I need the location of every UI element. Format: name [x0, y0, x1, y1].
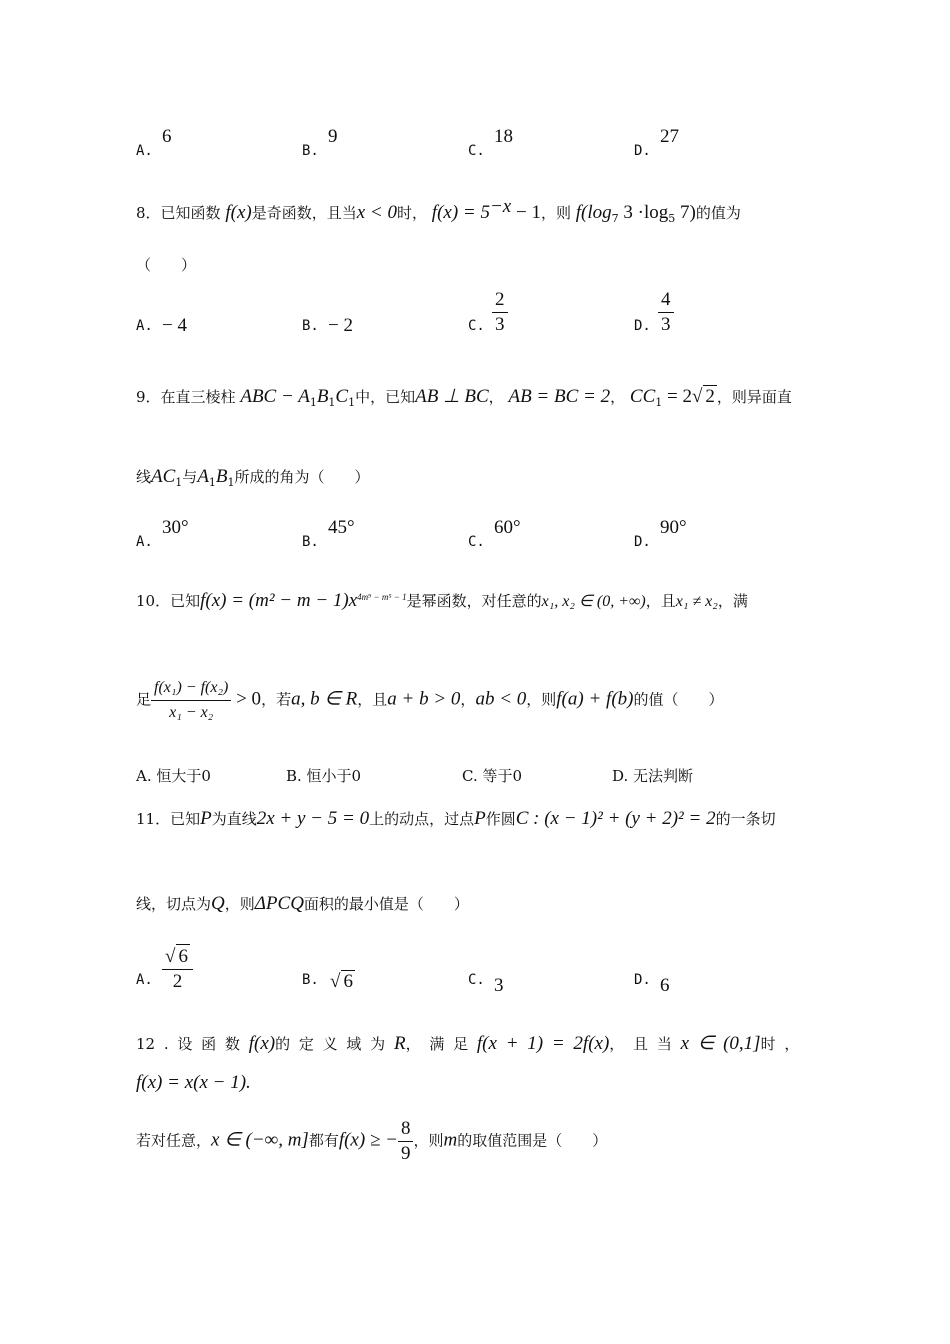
- q12-text: ， 且 当: [609, 1035, 672, 1053]
- q12-domain-r: R: [393, 1033, 406, 1054]
- q10-exponent: 4m⁹ − m⁵ − 1: [357, 592, 407, 602]
- q10-option-c: C. 等于0: [462, 767, 523, 785]
- q10-text: 是幂函数，对任意的: [406, 592, 542, 610]
- q12-text: ， 满 足: [405, 1035, 469, 1053]
- q9-option-a-label: A.: [136, 534, 153, 550]
- q11-text: 的一条切: [715, 810, 776, 828]
- q8-text: 已知函数: [160, 204, 221, 222]
- q11-point-p: P: [474, 808, 486, 829]
- q10-number: 10．: [136, 592, 171, 610]
- q11-option-c-value: 3: [494, 975, 504, 996]
- q8-expression: − 1: [511, 202, 541, 223]
- q9-option-c-value: 60°: [494, 517, 521, 538]
- q8-option-a-label: A.: [136, 318, 153, 334]
- sqrt-icon: √: [691, 386, 703, 407]
- q9-prism: B: [316, 386, 329, 407]
- q11-option-a-fraction: [162, 944, 193, 994]
- q11-option-c-label: C.: [468, 972, 485, 988]
- sqrt-icon: √: [330, 971, 341, 992]
- q11-circle-eq: C : (x − 1)² + (y + 2)² = 2: [515, 808, 716, 829]
- q9-option-c-label: C.: [468, 534, 485, 550]
- q8-d-numerator: 4: [658, 288, 674, 313]
- q11-text: 已知: [170, 810, 201, 828]
- q9-option-b-value: 45°: [328, 517, 355, 538]
- q8-d-denominator: 3: [661, 314, 671, 335]
- q9-text: 与: [182, 468, 198, 486]
- q12-fraction: [398, 1117, 414, 1166]
- q11-option-b-label: B.: [302, 972, 319, 988]
- q9-text: 线: [136, 468, 152, 486]
- q9-text: ，: [610, 388, 626, 406]
- q8-text: 是奇函数，且当: [251, 204, 357, 222]
- q10-text: ，满: [717, 592, 748, 610]
- q11-option-a-label: A.: [136, 972, 153, 988]
- q12-formula: f(x) = x(x − 1).: [136, 1072, 251, 1093]
- q9-text: ，则异面直: [716, 388, 792, 406]
- q10-frac-denominator: x₁ − x₂: [169, 704, 214, 721]
- q12-text: 设 函 数: [177, 1035, 240, 1053]
- q12-denominator: 9: [400, 1143, 411, 1164]
- q9-option-d-value: 90°: [660, 517, 687, 538]
- q10-option-b: B. 恒小于0: [286, 767, 362, 785]
- q8-option-d-fraction: [658, 288, 674, 337]
- q11-b-radicand: 6: [343, 971, 353, 992]
- q10-text: ，且: [645, 592, 676, 610]
- q8-exponent: −x: [489, 196, 512, 217]
- q7-option-a-label: A.: [136, 143, 153, 159]
- q8-option-c-label: C.: [468, 318, 485, 334]
- q11-point-p: P: [200, 808, 212, 829]
- q9-option-a-value: 30°: [162, 517, 189, 538]
- q10-text: 的值（ ）: [633, 690, 724, 709]
- q7-option-d-label: D.: [634, 143, 651, 159]
- q11-text: 线，切点为: [136, 895, 212, 913]
- q12-stem-line3: [136, 1117, 607, 1166]
- q9-cc1: CC: [629, 386, 656, 407]
- sqrt-icon: √: [165, 946, 176, 967]
- q8-log-base: 7: [611, 212, 619, 225]
- q11-text: 面积的最小值是（ ）: [303, 895, 469, 913]
- q10-function: f(x) = (m² − m − 1)x: [200, 590, 358, 611]
- q9-prism: C: [335, 386, 349, 407]
- q12-text: 若对任意，: [136, 1131, 212, 1150]
- q12-variable-m: m: [443, 1129, 458, 1151]
- q10-ab: a, b ∈ R: [291, 688, 358, 710]
- q12-inequality: f(x) ≥ −: [338, 1129, 398, 1151]
- q11-a-radicand: 6: [178, 946, 188, 967]
- q7-option-c-label: C.: [468, 143, 485, 159]
- q11-option-d-value: 6: [660, 975, 670, 996]
- q7-option-a-value: 6: [162, 126, 172, 147]
- q9-text: ，: [488, 388, 504, 406]
- q12-fx: f(x): [248, 1033, 276, 1054]
- q11-line-eq: 2x + y − 5 = 0: [256, 808, 370, 829]
- q8-number: 8．: [136, 204, 161, 222]
- q9-sub: 1: [309, 396, 317, 409]
- q11-text: 为直线: [211, 810, 257, 828]
- q9-sub: 1: [328, 396, 336, 409]
- q7-option-b-value: 9: [328, 126, 338, 147]
- q10-apb: a + b > 0: [387, 688, 461, 710]
- q9-stem-line2: [136, 466, 370, 489]
- q9-cc1: = 2: [662, 386, 692, 407]
- q8-condition: x < 0: [356, 202, 397, 223]
- q11-text: 上的动点，过点: [369, 810, 475, 828]
- q8-expression: f(x) = 5: [431, 202, 490, 223]
- q10-domain: x₁, x₂ ∈ (0, +∞): [541, 593, 646, 610]
- q9-sub: 1: [348, 396, 356, 409]
- q8-text: 时，: [397, 204, 428, 222]
- q9-ac1: AC: [151, 466, 176, 487]
- q8-c-numerator: 2: [492, 288, 508, 313]
- q8-log-expr: 3 ·log: [618, 202, 669, 223]
- q9-number: 9．: [136, 388, 161, 406]
- q9-prism: ABC − A: [240, 386, 310, 407]
- q7-option-b-label: B.: [302, 143, 319, 159]
- q11-stem: [136, 808, 776, 830]
- q12-relation: f(x + 1) = 2f(x): [476, 1033, 610, 1054]
- q10-text: ，则: [526, 690, 557, 709]
- q9-option-b-label: B.: [302, 534, 319, 550]
- q9-radicand: 2: [705, 386, 715, 407]
- q11-a-denominator: 2: [172, 971, 183, 992]
- q9-sub: 1: [227, 476, 235, 489]
- q9-text: 中，已知: [355, 388, 416, 406]
- q12-text: ，则: [413, 1131, 444, 1150]
- q12-stem: [136, 1032, 799, 1055]
- q10-text: ，: [460, 690, 476, 709]
- q12-text: 的 定 义 域 为: [275, 1035, 386, 1053]
- q9-equal: AB = BC = 2: [508, 386, 611, 407]
- q9-text: 在直三棱柱: [160, 388, 236, 406]
- q11-text: 作圆: [485, 810, 516, 828]
- q12-number: 12 .: [136, 1035, 169, 1053]
- q8-option-c-fraction: [492, 288, 508, 337]
- q11-point-q: Q: [211, 893, 225, 914]
- q7-option-c-value: 18: [494, 126, 513, 147]
- q8-option-b-value: − 2: [328, 315, 353, 336]
- q10-gt: > 0: [231, 688, 262, 710]
- q8-text: ，则: [540, 204, 571, 222]
- q11-triangle: ΔPCQ: [254, 893, 304, 914]
- q10-option-a: A. 恒大于0: [136, 767, 211, 785]
- q8-log-expr: 7): [675, 202, 696, 223]
- q10-stem-line2: [136, 676, 723, 725]
- q9-text: 所成的角为（ ）: [234, 468, 370, 486]
- q8-fx: f(x): [225, 202, 252, 223]
- q9-stem: [136, 385, 792, 409]
- q11-stem-line2: [136, 893, 469, 915]
- q10-sum: f(a) + f(b): [556, 688, 634, 710]
- q12-numerator: 8: [398, 1117, 414, 1142]
- q8-c-denominator: 3: [495, 314, 505, 335]
- q10-fraction: [151, 676, 231, 725]
- q9-option-d-label: D.: [634, 534, 651, 550]
- q11-a-numerator: [162, 944, 193, 970]
- q8-option-b-label: B.: [302, 318, 319, 334]
- q11-option-b-value: [330, 970, 355, 993]
- q11-number: 11．: [136, 810, 171, 828]
- q9-a1b1: A: [197, 466, 209, 487]
- q10-frac-numerator: f(x₁) − f(x₂): [151, 676, 231, 701]
- q8-stem: [136, 196, 741, 225]
- q10-text: 足: [136, 690, 152, 709]
- q8-text: 的值为: [695, 204, 741, 222]
- q12-text: 都有: [308, 1131, 339, 1150]
- q10-text: ，且: [357, 690, 388, 709]
- q8-option-d-label: D.: [634, 318, 651, 334]
- q8-log-expr: f(log: [575, 202, 612, 223]
- q9-sub: 1: [175, 476, 183, 489]
- q8-log-base: 5: [668, 212, 676, 225]
- q11-text: ，则: [224, 895, 255, 913]
- q9-sub: 1: [655, 396, 663, 409]
- q11-option-d-label: D.: [634, 972, 651, 988]
- q10-stem: [136, 590, 748, 612]
- q12-text: 的取值范围是（ ）: [457, 1131, 608, 1150]
- q9-perp: AB ⊥ BC: [415, 386, 489, 407]
- q8-blank: （ ）: [136, 256, 197, 274]
- q9-a1b1: B: [215, 466, 228, 487]
- q10-option-d: D. 无法判断: [612, 767, 694, 785]
- q8-option-a-value: − 4: [162, 315, 187, 336]
- q10-neq: x₁ ≠ x₂: [675, 593, 718, 610]
- q9-sub: 1: [208, 476, 216, 489]
- q12-definition: [136, 1072, 251, 1094]
- q10-text: ，若: [261, 690, 292, 709]
- q12-interval: x ∈ (−∞, m]: [211, 1129, 309, 1151]
- q12-text: 时 ，: [760, 1035, 800, 1053]
- q12-interval: x ∈ (0,1]: [680, 1033, 761, 1054]
- q10-text: 已知: [170, 592, 201, 610]
- q10-ab-product: ab < 0: [475, 688, 527, 710]
- q7-option-d-value: 27: [660, 126, 679, 147]
